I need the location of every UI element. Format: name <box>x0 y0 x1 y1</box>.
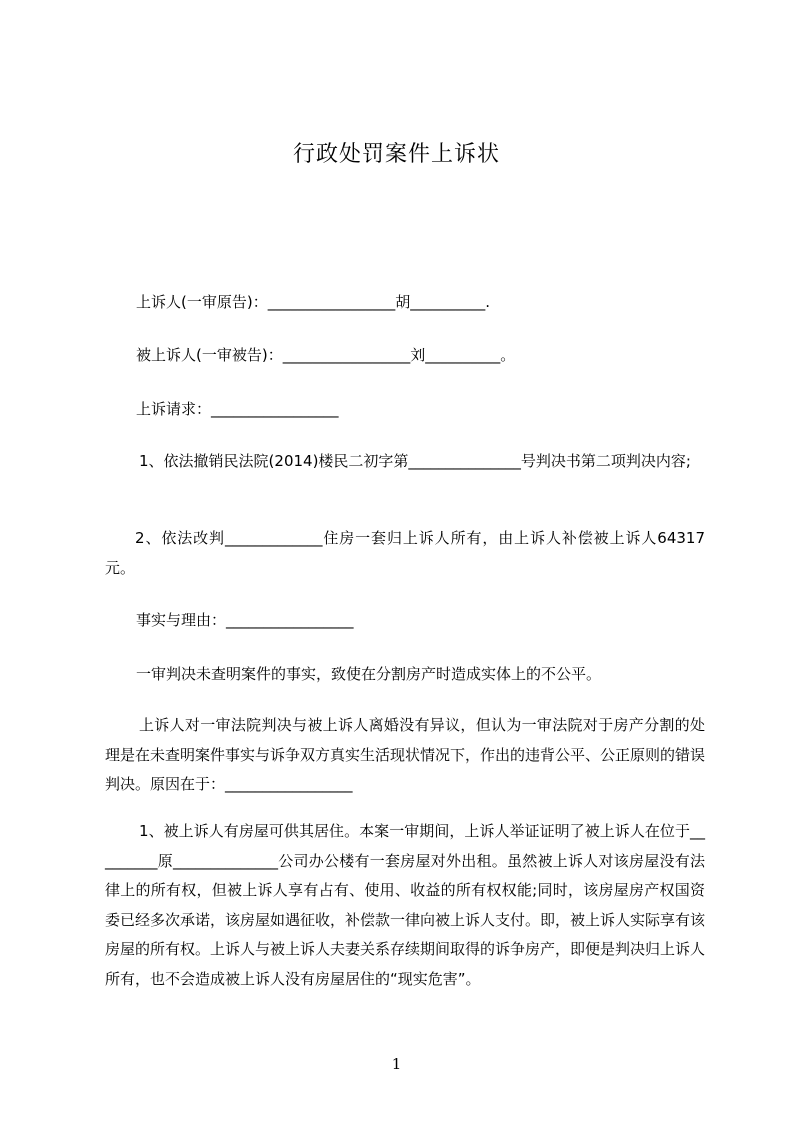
appellee-line: 被上诉人(一审被告)：_________________刘__________。 <box>136 346 516 364</box>
document-title: 行政处罚案件上诉状 <box>292 142 500 167</box>
page-number: 1 <box>391 1055 402 1073</box>
appellant-line: 上诉人(一审原告)：_________________胡__________. <box>136 293 490 311</box>
facts-summary: 一审判决未查明案件的事实，致使在分割房产时造成实体上的不公平。 <box>136 665 602 683</box>
request-item-1: 1、依法撤销民法院(2014)楼民二初字第_______________号判决书第二项判决内容; <box>139 452 691 470</box>
request-heading: 上诉请求：_________________ <box>136 400 339 418</box>
facts-heading: 事实与理由：_________________ <box>136 611 354 629</box>
facts-intro-paragraph: 上诉人对一审法院判决与被上诉人离婚没有异议，但认为一审法院对于房产分割的处理是在未查明案件事实与诉争双方真实生活现状情况下，作出的违背公平、公正原则的错误判决。原因在于：_________________ <box>105 716 706 793</box>
request-item-2: 2、依法改判_____________住房一套归上诉人所有，由上诉人补偿被上诉人64317元。 <box>105 529 705 577</box>
reason-1-paragraph: 1、被上诉人有房屋可供其居住。本案一审期间，上诉人举证证明了被上诉人在位于_________原______________公司办公楼有一套房屋对外出租。虽然被上诉人对该房屋没有法律上的所有权，但被上诉人享有占有、使用、收益的所有权权能;同时，该房屋房产权国资委已经多次承诺，该房屋如遇征收，补偿款一律向被上诉人支付。即，被上诉人实际享有该房屋的所有权。上诉人与被上诉人夫妻关系存续期间取得的诉争房产，即便是判决归上诉人所有，也不会造成被上诉人没有房屋居住的“现实危害”。 <box>105 822 706 988</box>
